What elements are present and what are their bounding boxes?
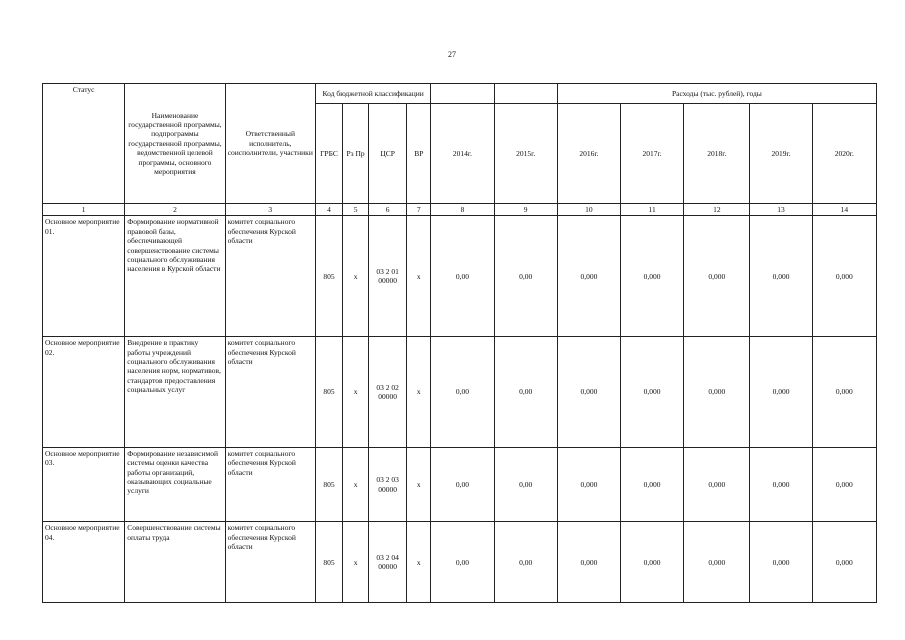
row-name: Формирование независимой системы оценки качества работы организаций, оказывающих социальные услуги: [125, 447, 225, 522]
page-number: 27: [448, 50, 456, 59]
row-value: 0,000: [557, 447, 620, 522]
header-executor: Ответственный исполнитель, соисполнители, участники: [225, 84, 315, 204]
row-value: 0,000: [750, 447, 812, 522]
header-year: 2015г.: [494, 104, 557, 204]
row-value: 0,00: [431, 447, 494, 522]
header-empty-cell: [494, 84, 557, 104]
row-vr: x: [407, 216, 431, 337]
row-value: 0,00: [494, 216, 557, 337]
column-number: 4: [315, 204, 342, 216]
row-grbs: 805: [315, 337, 342, 448]
row-grbs: 805: [315, 216, 342, 337]
column-number: 9: [494, 204, 557, 216]
table-row: [43, 216, 877, 337]
column-number-row: [43, 204, 877, 216]
row-executor: комитет социального обеспечения Курской области: [225, 337, 315, 448]
row-rzpr: x: [343, 216, 369, 337]
row-value: 0,00: [431, 216, 494, 337]
header-expenses: Расходы (тыс. рублей), годы: [557, 84, 876, 104]
budget-table: [42, 83, 877, 603]
row-vr: x: [407, 522, 431, 603]
row-name: Формирование нормативной правовой базы, обеспечивающей совершенствование системы социального обслуживания населения в Курской области: [125, 216, 225, 337]
row-name: Внедрение в практику работы учреждений социального обслуживания населения норм, нормативов, стандартов предоставления социальных услуг: [125, 337, 225, 448]
row-value: 0,000: [684, 447, 750, 522]
row-value: 0,00: [494, 522, 557, 603]
header-year: 2016г.: [557, 104, 620, 204]
column-number: 12: [684, 204, 750, 216]
column-number: 10: [557, 204, 620, 216]
row-value: 0,000: [812, 216, 876, 337]
row-csr: 03 2 03 00000: [369, 447, 407, 522]
header-name: Наименование государственной программы, подпрограммы государственной программы, ведомственной целевой программы, основного мероприятия: [125, 84, 225, 204]
row-status: Основное мероприятие 02.: [43, 337, 125, 448]
column-number: 11: [621, 204, 684, 216]
column-number: 8: [431, 204, 494, 216]
row-value: 0,000: [557, 337, 620, 448]
row-status: Основное мероприятие 03.: [43, 447, 125, 522]
header-empty-cell: [431, 84, 494, 104]
header-budget-code: Код бюджетной классификации: [315, 84, 430, 104]
row-csr: 03 2 02 00000: [369, 337, 407, 448]
row-csr: 03 2 04 00000: [369, 522, 407, 603]
row-value: 0,00: [494, 337, 557, 448]
table-row: [43, 337, 877, 448]
row-value: 0,000: [684, 216, 750, 337]
row-status: Основное мероприятие 01.: [43, 216, 125, 337]
column-number: 7: [407, 204, 431, 216]
column-number: 1: [43, 204, 125, 216]
header-vr: ВР: [407, 104, 431, 204]
row-rzpr: x: [343, 447, 369, 522]
row-value: 0,000: [750, 337, 812, 448]
row-value: 0,000: [684, 522, 750, 603]
column-number: 13: [750, 204, 812, 216]
header-rzpr: Рз Пр: [343, 104, 369, 204]
column-number: 5: [343, 204, 369, 216]
header-year: 2017г.: [621, 104, 684, 204]
row-status: Основное мероприятие 04.: [43, 522, 125, 603]
column-number: 6: [369, 204, 407, 216]
header-year: 2018г.: [684, 104, 750, 204]
row-vr: x: [407, 447, 431, 522]
row-grbs: 805: [315, 447, 342, 522]
column-number: 3: [225, 204, 315, 216]
row-value: 0,000: [684, 337, 750, 448]
row-value: 0,000: [621, 337, 684, 448]
row-value: 0,000: [557, 522, 620, 603]
row-value: 0,000: [621, 447, 684, 522]
row-value: 0,00: [431, 522, 494, 603]
row-value: 0,000: [621, 216, 684, 337]
row-rzpr: x: [343, 337, 369, 448]
table-row: [43, 522, 877, 603]
header-year: 2014г.: [431, 104, 494, 204]
row-executor: комитет социального обеспечения Курской области: [225, 216, 315, 337]
row-value: 0,000: [621, 522, 684, 603]
column-number: 2: [125, 204, 225, 216]
row-value: 0,000: [750, 216, 812, 337]
row-grbs: 805: [315, 522, 342, 603]
row-csr: 03 2 01 00000: [369, 216, 407, 337]
table-row: [43, 447, 877, 522]
row-vr: x: [407, 337, 431, 448]
row-executor: комитет социального обеспечения Курской области: [225, 522, 315, 603]
header-csr: ЦСР: [369, 104, 407, 204]
column-number: 14: [812, 204, 876, 216]
header-year: 2020г.: [812, 104, 876, 204]
row-value: 0,000: [812, 522, 876, 603]
row-executor: комитет социального обеспечения Курской области: [225, 447, 315, 522]
row-value: 0,000: [750, 522, 812, 603]
row-value: 0,000: [557, 216, 620, 337]
header-year: 2019г.: [750, 104, 812, 204]
row-value: 0,000: [812, 447, 876, 522]
row-value: 0,00: [431, 337, 494, 448]
header-grbs: ГРБС: [315, 104, 342, 204]
header-status: Статус: [43, 84, 125, 204]
row-rzpr: x: [343, 522, 369, 603]
row-value: 0,000: [812, 337, 876, 448]
row-name: Совершенствование системы оплаты труда: [125, 522, 225, 603]
row-value: 0,00: [494, 447, 557, 522]
